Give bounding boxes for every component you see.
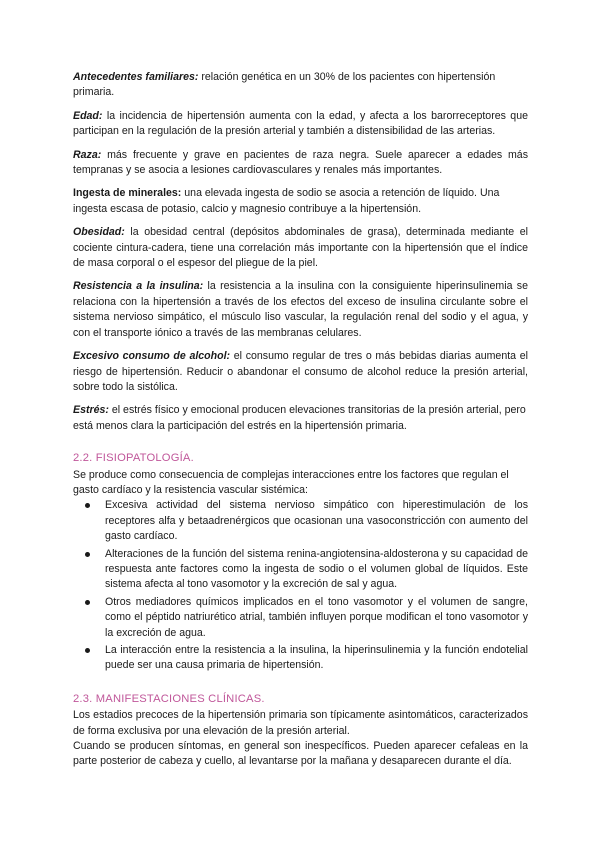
term-label: Raza: [73,148,102,161]
list-item: Alteraciones de la función del sistema renina-angiotensina-aldosterona y su capacidad de respuesta ante factores como la ingesta de sodio o el volumen global de líquidos. Este sistema afecta al tono vasomotor y la excreción de sal y agua. [85,547,528,593]
term-text: relación genética en un 30% de los pacientes con hipertensión primaria. [73,71,496,99]
bullet-icon [85,503,90,508]
term-label: Resistencia a la insulina: [73,280,204,293]
term-label: Edad: [73,109,103,122]
manifestaciones-paragraph-1: Los estadios precoces de la hipertensión primaria son típicamente asintomáticos, caracterizados de forma exclusiva por una elevación de la presión arterial. [73,709,528,737]
section-title-fisiopatologia: 2.2. FISIOPATOLOGÍA. [73,452,194,465]
risk-factor-stress [73,403,528,434]
risk-factor-family-history [73,70,528,101]
risk-factor-race [73,148,528,179]
bullet-icon [85,600,90,605]
term-label: Ingesta de minerales: [73,187,182,200]
term-text: la obesidad central (depósitos abdominales de grasa), determinada mediante el cociente cintura-cadera, tiene una correlación más importante con la hipertensión que el índice de masa corporal o el espesor del pliegue de la piel. [73,226,528,270]
term-label: Estrés: [73,404,109,417]
term-text: el consumo regular de tres o más bebidas diarias aumenta el riesgo de hipertensión. Reducir o abandonar el consumo de alcohol reduce la presión arterial, sobre todo la sistólica. [73,350,528,393]
term-text: la incidencia de hipertensión aumenta con la edad, y afecta a los barorreceptores que participan en la regulación de la presión arterial y también a distensibilidad de las arterias. [73,109,528,138]
risk-factor-alcohol [73,349,528,395]
bullet-icon [85,552,90,557]
term-label: Obesidad: [73,226,125,239]
risk-factor-age [73,109,528,140]
term-text: el estrés físico y emocional producen elevaciones transitorias de la presión arterial, pero está menos clara la participación del estrés en la hipertensión primaria. [73,404,526,432]
bullet-icon [85,648,90,653]
risk-factor-insulin-resistance [73,279,528,341]
list-item: Excesiva actividad del sistema nervioso simpático con hiperestimulación de los receptores alfa y betaadrenérgicos que ocasionan una vasoconstricción con aumento del gasto cardíaco. [85,498,528,544]
fisiopatologia-intro: Se produce como consecuencia de complejas interacciones entre los factores que regulan el gasto cardíaco y la resistencia vascular sistémica: [73,468,509,496]
list-item: La interacción entre la resistencia a la insulina, la hiperinsulinemia y la función endotelial puede ser una causa primaria de hipertensión. [85,643,528,674]
section-title-manifestaciones: 2.3. MANIFESTACIONES CLÍNICAS. [73,692,265,705]
list-item: Otros mediadores químicos implicados en el tono vasomotor y el volumen de sangre, como el péptido natriurético atrial, también influyen porque modifican el tono vasomotor y la excreción de agua. [85,595,528,641]
risk-factor-obesity [73,225,528,271]
document-page [73,70,528,770]
term-label: Antecedentes familiares: [73,71,199,83]
risk-factor-minerals [73,186,528,217]
manifestaciones-paragraph-2: Cuando se producen síntomas, en general son inespecíficos. Pueden aparecer cefaleas en la parte posterior de cabeza y cuello, al levantarse por la mañana y desaparecen durante el día. [73,740,528,768]
term-text: la resistencia a la insulina con la consiguiente hiperinsulinemia se relaciona con la hipertensión a través de los efectos del exceso de insulina circulante sobre el sistema nervioso simpático, el músculo liso vascular, la regulación renal del sodio y el agua, y con el transporte iónico a través de las membranas celulares. [73,280,528,339]
fisiopatologia-bullet-list [73,498,528,673]
term-text: una elevada ingesta de sodio se asocia a retención de líquido. Una ingesta escasa de potasio, calcio y magnesio contribuye a la hipertensión. [73,187,500,215]
term-label: Excesivo consumo de alcohol: [73,350,231,363]
term-text: más frecuente y grave en pacientes de raza negra. Suele aparecer a edades más tempranas y se asocia a lesiones cardiovasculares y renales más importantes. [73,148,528,177]
